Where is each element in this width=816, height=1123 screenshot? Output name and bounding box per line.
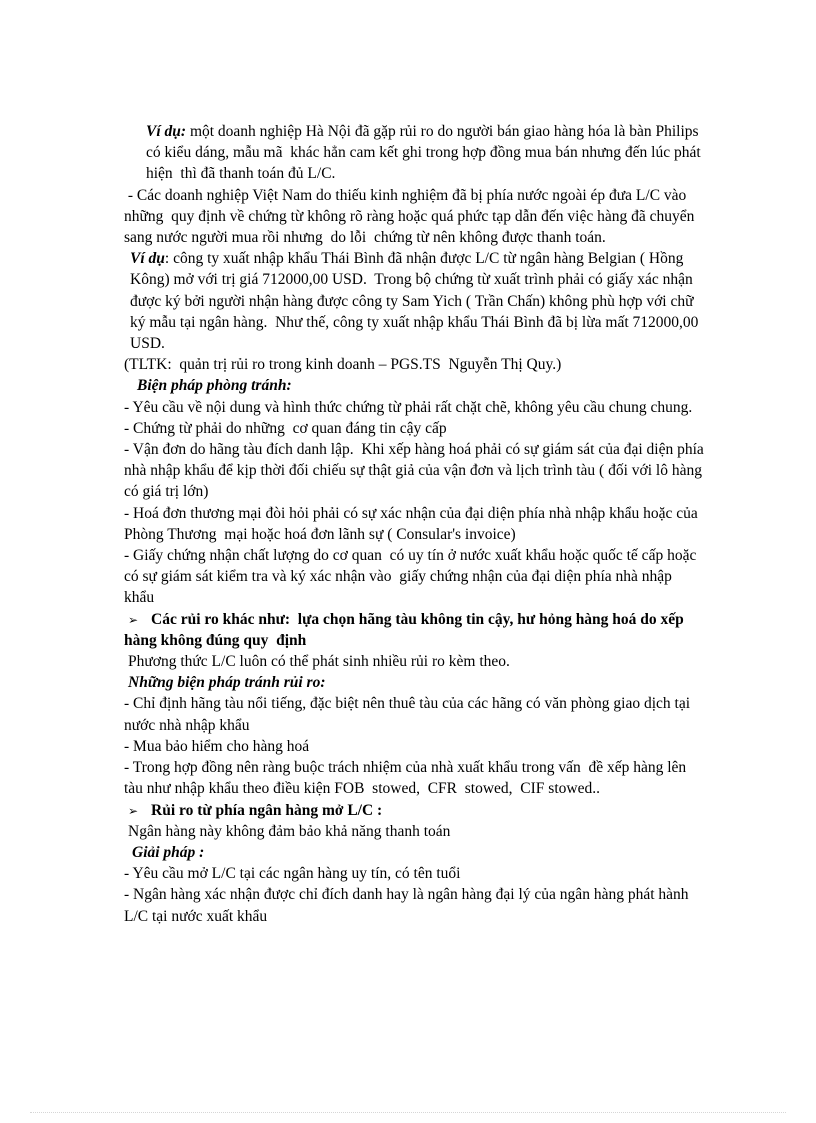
list-item: - Yêu cầu mở L/C tại các ngân hàng uy tín, có tên tuổi	[124, 865, 461, 883]
document-body	[124, 121, 708, 927]
heading-prevention: Biện pháp phòng tránh:	[137, 377, 292, 395]
example-paragraph-2	[124, 248, 704, 354]
bullet-text: Rủi ro từ phía ngân hàng mở L/C :	[151, 801, 383, 819]
example-label: Ví dụ:	[146, 123, 187, 140]
paragraph-bank: Ngân hàng này không đảm bảo khả năng thanh toán	[128, 822, 451, 840]
reference-line: (TLTK: quản trị rủi ro trong kinh doanh – PGS.TS Nguyễn Thị Quy.)	[124, 356, 562, 374]
arrow-bullet-icon: ➢	[128, 612, 139, 627]
list-item: - Vận đơn do hãng tàu đích danh lập. Khi xếp hàng hoá phải có sự giám sát của đại diện phía nhà nhập khẩu để kịp thời đối chiếu sự thật giả của vận đơn và lịch trình tàu ( đối với lô hàng có giá trị lớn)	[124, 441, 708, 501]
example-label: Ví dụ	[130, 250, 165, 268]
heading-risk-avoidance: Những biện pháp tránh rủi ro:	[128, 674, 326, 692]
page-bottom-divider	[30, 1112, 786, 1113]
list-item: - Trong hợp đồng nên ràng buộc trách nhiệm của nhà xuất khẩu trong vấn đề xếp hàng lên tàu như nhập khẩu theo điều kiện FOB stowed, CFR stowed, CIF stowed..	[124, 759, 691, 798]
paragraph-2: - Các doanh nghiệp Việt Nam do thiếu kinh nghiệm đã bị phía nước ngoài ép đưa L/C vào những quy định về chứng từ không rõ ràng hoặc quá phức tạp dẫn đến việc hàng đã chuyển sang nước người mua rồi nhưng do lỗi chứng từ nên không được thanh toán.	[124, 186, 699, 247]
example-paragraph-1	[124, 121, 704, 185]
list-item: - Ngân hàng xác nhận được chỉ đích danh hay là ngân hàng đại lý của ngân hàng phát hành L/C tại nước xuất khẩu	[124, 886, 693, 925]
list-item: - Mua bảo hiểm cho hàng hoá	[124, 737, 310, 755]
list-item: - Giấy chứng nhận chất lượng do cơ quan có uy tín ở nước xuất khẩu hoặc quốc tế cấp hoặc có sự giám sát kiểm tra và ký xác nhận vào giấy chứng nhận của đại diện phía nhà nhập khẩu	[124, 547, 701, 607]
bullet-text: Các rủi ro khác như: lựa chọn hãng tàu không tin cậy, hư hỏng hàng hoá do xếp hàng không đúng quy định	[124, 610, 688, 649]
list-item: - Chỉ định hãng tàu nổi tiếng, đặc biệt nên thuê tàu của các hãng có văn phòng giao dịch tại nước nhà nhập khẩu	[124, 695, 694, 734]
list-item: - Hoá đơn thương mại đòi hỏi phải có sự xác nhận của đại diện phía nhà nhập khẩu hoặc của Phòng Thương mại hoặc hoá đơn lãnh sự ( Consular's invoice)	[124, 504, 702, 543]
heading-solution: Giải pháp :	[132, 843, 205, 861]
arrow-bullet-icon: ➢	[128, 803, 139, 818]
example-text: : công ty xuất nhập khẩu Thái Bình đã nhận được L/C từ ngân hàng Belgian ( Hồng Kông) mở với trị giá 712000,00 USD. Trong bộ chứng từ xuất trình phải có giấy xác nhận được ký bởi người nhận hàng được công ty Sam Yich ( Trần Chấn) không phù hợp với chữ ký mẫu tại ngân hàng. Như thế, công ty xuất nhập khẩu Thái Bình đã bị lừa mất 712000,00 USD.	[130, 250, 703, 353]
bullet-bank-risk	[124, 800, 704, 821]
paragraph-lc-risk: Phương thức L/C luôn có thể phát sinh nhiều rủi ro kèm theo.	[128, 653, 510, 671]
bullet-other-risks	[124, 609, 704, 651]
example-text: một doanh nghiệp Hà Nội đã gặp rủi ro do người bán giao hàng hóa là bàn Philips có kiểu dáng, mẫu mã khác hẳn cam kết ghi trong hợp đồng mua bán nhưng đến lúc phát hiện thì đã thanh toán đủ L/C.	[146, 123, 705, 183]
list-item: - Yêu cầu về nội dung và hình thức chứng từ phải rất chặt chẽ, không yêu cầu chung chung.	[124, 398, 693, 416]
list-item: - Chứng từ phải do những cơ quan đáng tin cậy cấp	[124, 419, 447, 437]
